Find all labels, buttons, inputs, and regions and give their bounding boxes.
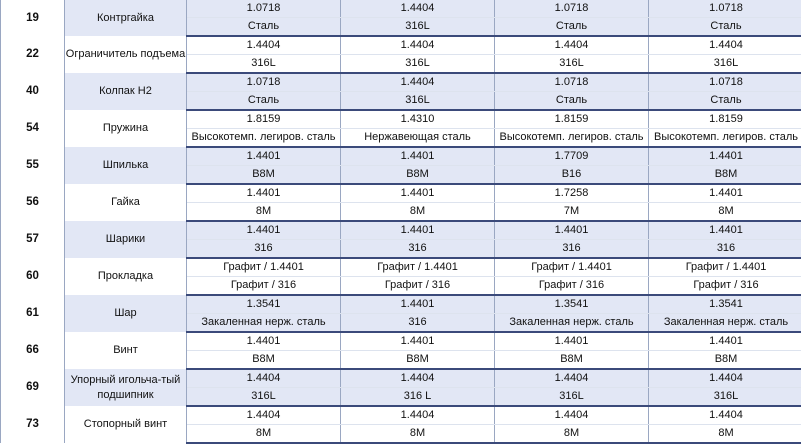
part-number: 55 (1, 147, 65, 184)
table-row (1, 184, 801, 203)
part-number: 61 (1, 295, 65, 332)
part-name: Упорный игольча-тый подшипник (65, 369, 187, 406)
material-name-cell: 316 (649, 240, 801, 259)
material-code-cell: 1.4404 (341, 73, 495, 92)
part-number: 19 (1, 0, 65, 36)
table-row (1, 406, 801, 425)
material-name-cell: 316L (341, 18, 495, 37)
material-name-cell: Графит / 316 (341, 277, 495, 296)
part-number: 56 (1, 184, 65, 221)
material-name-cell: Сталь (187, 92, 341, 111)
material-name-cell: Графит / 316 (649, 277, 801, 296)
part-number: 57 (1, 221, 65, 258)
material-code-cell: 1.4401 (187, 184, 341, 203)
material-code-cell: 1.4404 (341, 36, 495, 55)
material-name-cell: 316L (649, 388, 801, 407)
material-name-cell: B8M (341, 166, 495, 185)
part-number: 22 (1, 36, 65, 73)
material-code-cell: 1.4401 (341, 295, 495, 314)
material-name-cell: Сталь (649, 18, 801, 37)
material-code-cell: 1.8159 (187, 110, 341, 129)
material-name-cell: B8M (495, 351, 649, 370)
material-name-cell: 316L (341, 55, 495, 74)
part-name: Стопорный винт (65, 406, 187, 443)
table-row (1, 295, 801, 314)
material-code-cell: 1.4404 (495, 36, 649, 55)
material-code-cell: 1.4401 (187, 332, 341, 351)
material-name-cell: B8M (341, 351, 495, 370)
material-name-cell: 316 L (341, 388, 495, 407)
material-code-cell: 1.4401 (341, 184, 495, 203)
table-row (1, 369, 801, 388)
material-name-cell: 8M (649, 425, 801, 444)
material-name-cell: 316 (187, 240, 341, 259)
material-code-cell: 1.0718 (187, 73, 341, 92)
part-name: Гайка (65, 184, 187, 221)
material-code-cell: 1.4401 (649, 332, 801, 351)
material-code-cell: 1.4404 (649, 369, 801, 388)
material-name-cell: Сталь (649, 92, 801, 111)
material-code-cell: 1.4404 (341, 406, 495, 425)
material-code-cell: 1.4401 (495, 332, 649, 351)
material-code-cell: 1.0718 (495, 73, 649, 92)
material-name-cell: Графит / 316 (187, 277, 341, 296)
part-number: 66 (1, 332, 65, 369)
material-name-cell: 8M (341, 425, 495, 444)
material-code-cell: 1.7709 (495, 147, 649, 166)
material-code-cell: 1.0718 (649, 73, 801, 92)
material-name-cell: Графит / 316 (495, 277, 649, 296)
material-code-cell: Графит / 1.4401 (341, 258, 495, 277)
material-code-cell: 1.0718 (495, 0, 649, 18)
table-row (1, 110, 801, 129)
material-code-cell: 1.3541 (495, 295, 649, 314)
material-name-cell: Закаленная нерж. сталь (187, 314, 341, 333)
material-name-cell: 316 (341, 314, 495, 333)
material-name-cell: 8M (341, 203, 495, 222)
material-code-cell: 1.4401 (649, 221, 801, 240)
material-code-cell: 1.4404 (187, 36, 341, 55)
material-name-cell: Высокотемп. легиров. сталь (649, 129, 801, 148)
material-code-cell: 1.4401 (341, 332, 495, 351)
material-name-cell: 8M (187, 425, 341, 444)
material-code-cell: 1.4404 (187, 406, 341, 425)
material-name-cell: B8M (649, 351, 801, 370)
material-code-cell: 1.0718 (187, 0, 341, 18)
material-name-cell: 316L (341, 92, 495, 111)
material-name-cell: B8M (187, 166, 341, 185)
part-number: 60 (1, 258, 65, 295)
table-row (1, 332, 801, 351)
material-name-cell: 8M (649, 203, 801, 222)
part-name: Ограничитель подъема (65, 36, 187, 73)
material-name-cell: Нержавеющая сталь (341, 129, 495, 148)
material-name-cell: B16 (495, 166, 649, 185)
table-row (1, 73, 801, 92)
material-code-cell: 1.7258 (495, 184, 649, 203)
material-name-cell: Сталь (187, 18, 341, 37)
material-code-cell: 1.4401 (187, 221, 341, 240)
material-code-cell: 1.4404 (649, 36, 801, 55)
material-code-cell: Графит / 1.4401 (649, 258, 801, 277)
material-name-cell: 316L (187, 388, 341, 407)
part-number: 40 (1, 73, 65, 110)
material-name-cell: 8M (187, 203, 341, 222)
material-name-cell: B8M (187, 351, 341, 370)
material-code-cell: 1.4404 (341, 0, 495, 18)
table-body (1, 0, 801, 443)
part-number: 73 (1, 406, 65, 443)
part-name: Винт (65, 332, 187, 369)
part-number: 69 (1, 369, 65, 406)
material-name-cell: Высокотемп. легиров. сталь (187, 129, 341, 148)
material-name-cell: 316L (495, 388, 649, 407)
material-name-cell: 8M (495, 425, 649, 444)
material-code-cell: 1.3541 (649, 295, 801, 314)
material-code-cell: 1.8159 (495, 110, 649, 129)
part-name: Контргайка (65, 0, 187, 36)
material-code-cell: 1.3541 (187, 295, 341, 314)
material-code-cell: 1.4401 (341, 147, 495, 166)
material-code-cell: 1.4401 (187, 147, 341, 166)
material-name-cell: Сталь (495, 92, 649, 111)
material-code-cell: 1.4404 (649, 406, 801, 425)
material-code-cell: 1.4404 (495, 406, 649, 425)
part-name: Прокладка (65, 258, 187, 295)
material-name-cell: Сталь (495, 18, 649, 37)
material-code-cell: 1.4401 (341, 221, 495, 240)
material-name-cell: Закаленная нерж. сталь (495, 314, 649, 333)
table-row (1, 258, 801, 277)
material-code-cell: 1.8159 (649, 110, 801, 129)
table-row (1, 0, 801, 18)
part-name: Шар (65, 295, 187, 332)
part-name: Пружина (65, 110, 187, 147)
part-name: Шпилька (65, 147, 187, 184)
material-name-cell: Высокотемп. легиров. сталь (495, 129, 649, 148)
material-name-cell: 316L (495, 55, 649, 74)
material-name-cell: 7M (495, 203, 649, 222)
material-code-cell: Графит / 1.4401 (187, 258, 341, 277)
part-name: Колпак Н2 (65, 73, 187, 110)
material-code-cell: 1.0718 (649, 0, 801, 18)
material-code-cell: 1.4404 (495, 369, 649, 388)
material-name-cell: 316 (341, 240, 495, 259)
table-row (1, 221, 801, 240)
part-number: 54 (1, 110, 65, 147)
material-name-cell: 316 (495, 240, 649, 259)
material-name-cell: 316L (187, 55, 341, 74)
material-code-cell: Графит / 1.4401 (495, 258, 649, 277)
material-code-cell: 1.4401 (495, 221, 649, 240)
material-code-cell: 1.4404 (341, 369, 495, 388)
material-code-cell: 1.4404 (187, 369, 341, 388)
material-name-cell: B8M (649, 166, 801, 185)
part-name: Шарики (65, 221, 187, 258)
material-name-cell: 316L (649, 55, 801, 74)
material-name-cell: Закаленная нерж. сталь (649, 314, 801, 333)
table-row (1, 36, 801, 55)
material-code-cell: 1.4310 (341, 110, 495, 129)
material-code-cell: 1.4401 (649, 184, 801, 203)
table-row (1, 147, 801, 166)
material-code-cell: 1.4401 (649, 147, 801, 166)
